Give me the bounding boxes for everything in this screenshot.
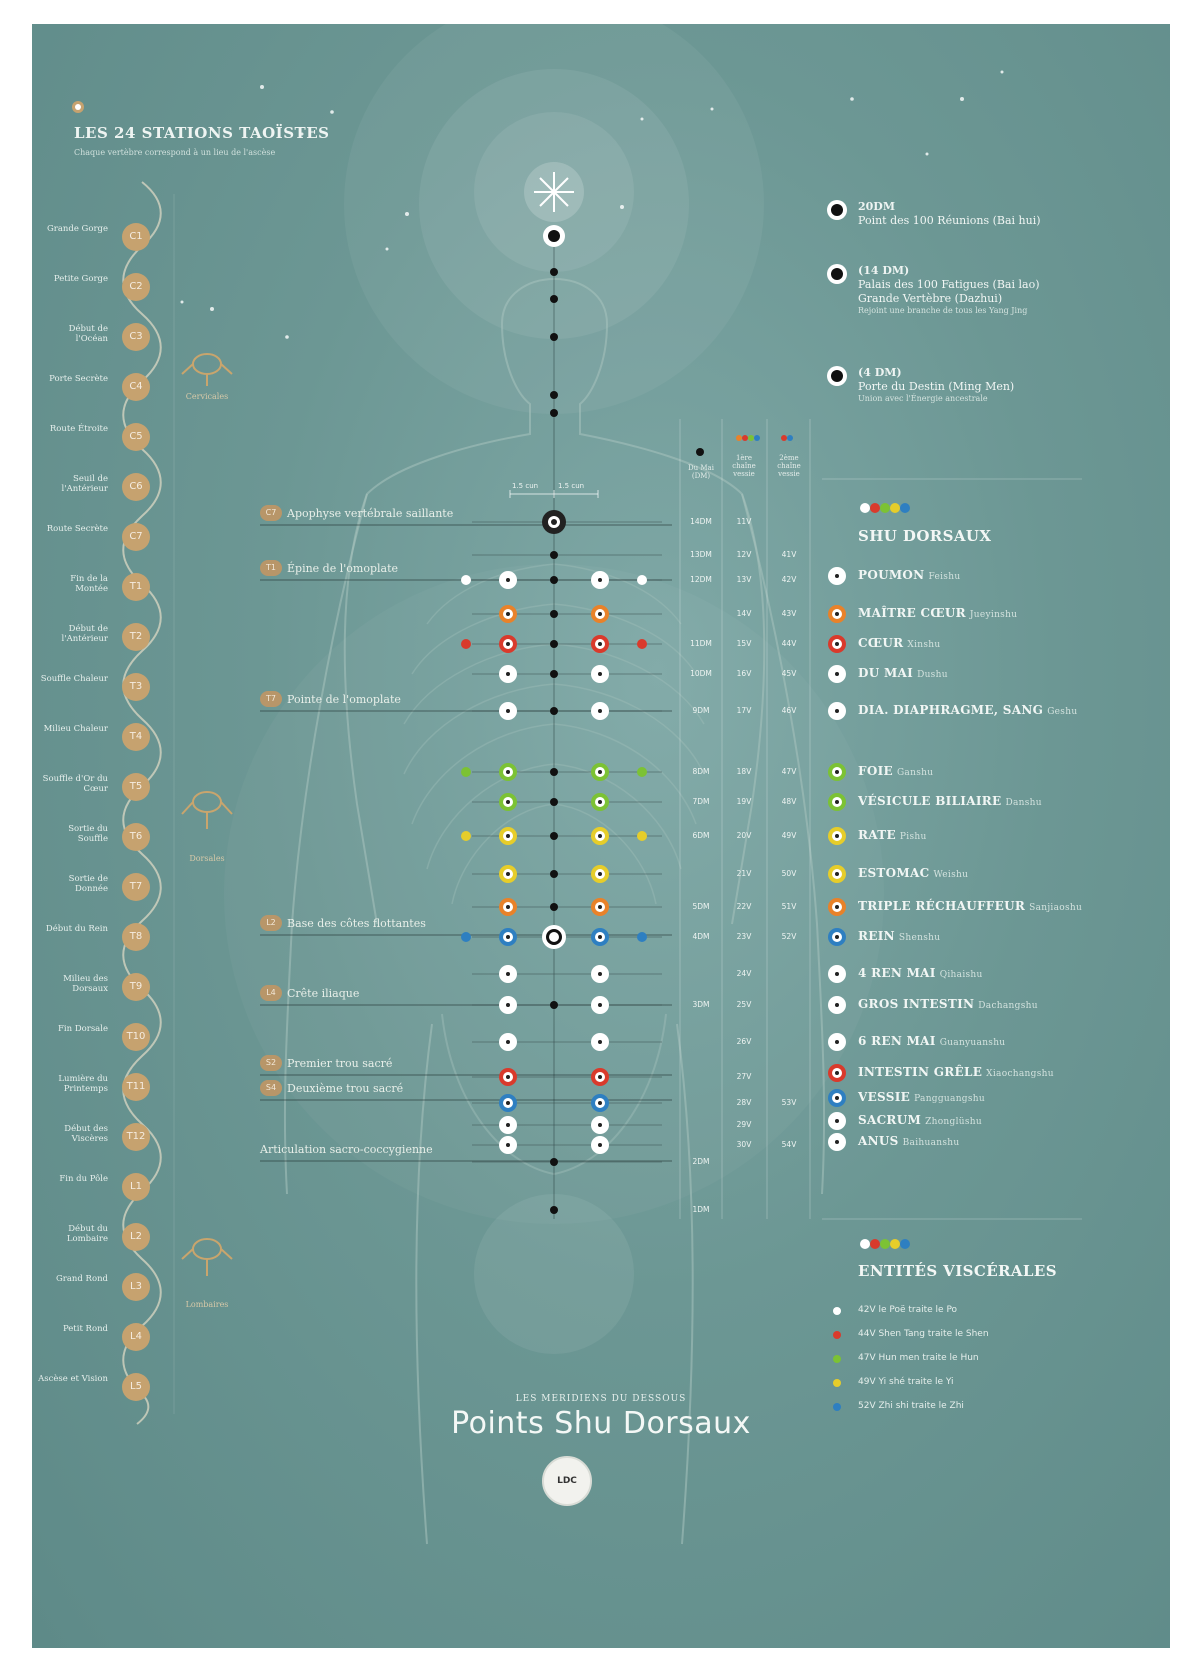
column-header-icons — [696, 435, 793, 456]
du-mai-point — [550, 610, 558, 618]
du-mai-point — [550, 870, 558, 878]
governor-desc: Point des 100 Réunions (Bai hui) — [858, 214, 1041, 227]
station-label: Grand Rond — [56, 1274, 108, 1284]
shu-item — [858, 866, 968, 880]
entity-marker — [833, 1379, 841, 1387]
table-cell-chain2: 49V — [781, 831, 797, 840]
du-mai-point — [550, 640, 558, 648]
station-badge: C1 — [122, 223, 150, 251]
station-label: Souffle Chaleur — [40, 674, 108, 684]
shu-title: SHU DORSAUX — [858, 527, 992, 545]
shu-point-outer — [637, 767, 647, 777]
station-label: Route Étroite — [49, 424, 108, 434]
poster — [32, 24, 1170, 1648]
table-cell-chain1: 28V — [736, 1098, 752, 1107]
station-badge: C7 — [122, 523, 150, 551]
station-label: Milieu des Dorsaux — [63, 974, 108, 994]
shu-point-outer — [461, 932, 471, 942]
shu-name: MAÎTRE CŒUR — [858, 606, 966, 620]
table-cell-chain1: 29V — [736, 1120, 752, 1129]
entity-label: 52V Zhi shi traite le Zhi — [858, 1401, 964, 1411]
table-cell-dm: 14DM — [690, 517, 712, 526]
station-label: Début du Rein — [45, 924, 108, 934]
shu-name: ESTOMAC — [858, 866, 930, 880]
table-cell-chain1: 16V — [736, 669, 752, 678]
table-cell-chain1: 25V — [736, 1000, 752, 1009]
shu-item — [858, 966, 983, 980]
station-badge: C6 — [122, 473, 150, 501]
shu-pinyin: Geshu — [1047, 707, 1078, 717]
station-badge: C4 — [122, 373, 150, 401]
station-label: Petit Rond — [62, 1324, 108, 1334]
station-badge: C5 — [122, 423, 150, 451]
table-cell-chain2: 44V — [781, 639, 797, 648]
table-cell-chain2: 48V — [781, 797, 797, 806]
lumbar-vertebra-icon — [182, 1239, 232, 1276]
table-cell-chain1: 21V — [736, 869, 752, 878]
shu-name: FOIE — [858, 764, 893, 778]
governor-note: Union avec l'Énergie ancestrale — [858, 394, 988, 403]
station-badge: T3 — [122, 673, 150, 701]
station-badge: T8 — [122, 923, 150, 951]
shu-name: REIN — [858, 929, 895, 943]
table-cell-chain2: 43V — [781, 609, 797, 618]
shu-pinyin: Zhonglüshu — [925, 1117, 982, 1127]
governor-name: (14 DM) — [858, 264, 910, 277]
shu-name: POUMON — [858, 568, 925, 582]
shu-name: DIA. DIAPHRAGME, SANG — [858, 703, 1044, 717]
shu-item — [858, 606, 1017, 620]
station-label: Route Secrète — [46, 524, 108, 534]
dorsal-vertebra-icon — [182, 792, 232, 829]
table-cell-dm: 13DM — [690, 550, 712, 559]
governor-name: 20DM — [858, 200, 896, 213]
station-badge: T12 — [122, 1123, 150, 1151]
table-cell-chain2: 52V — [781, 932, 797, 941]
entity-label: 44V Shen Tang traite le Shen — [858, 1329, 989, 1339]
station-label: Seuil de l'Antérieur — [61, 474, 108, 494]
table-cell-chain1: 24V — [736, 969, 752, 978]
table-cell-chain1: 23V — [736, 932, 752, 941]
stations-title: LES 24 STATIONS TAOÏSTES — [74, 124, 330, 142]
du-mai-point — [550, 1001, 558, 1009]
table-cell-chain1: 15V — [736, 639, 752, 648]
governor-name: (4 DM) — [858, 366, 902, 379]
du-mai-point — [550, 707, 558, 715]
station-label: Début de l'Antérieur — [61, 624, 108, 644]
shu-pinyin: Baihuanshu — [902, 1138, 960, 1148]
footer-kicker: LES MERIDIENS DU DESSOUS — [515, 1394, 687, 1404]
shu-pinyin: Guanyuanshu — [939, 1038, 1006, 1048]
station-label: Grande Gorge — [46, 224, 108, 234]
station-label: Lumière du Printemps — [58, 1074, 108, 1094]
governor-note: Rejoint une branche de tous les Yang Jing — [858, 306, 1028, 315]
table-cell-dm: 5DM — [692, 902, 710, 911]
shu-pinyin: Dachangshu — [978, 1001, 1038, 1011]
station-label: Début de l'Océan — [68, 324, 108, 344]
landmark-label: Deuxième trou sacré — [287, 1082, 404, 1095]
landmark-number: T7 — [260, 691, 282, 707]
shu-item — [858, 929, 940, 943]
shu-point-outer — [461, 831, 471, 841]
station-badge: T1 — [122, 573, 150, 601]
shu-item — [858, 1090, 985, 1104]
title-marker-icon — [72, 101, 84, 113]
table-cell-dm: 6DM — [692, 831, 710, 840]
station-label: Ascèse et Vision — [38, 1374, 108, 1384]
shu-pinyin: Ganshu — [896, 768, 934, 778]
shu-item — [858, 764, 933, 778]
shu-point-outer — [637, 639, 647, 649]
shu-pinyin: Sanjiaoshu — [1029, 903, 1083, 913]
column-header-dm: Du Mai (DM) — [688, 464, 714, 480]
station-label: Souffle d'Or du Cœur — [42, 774, 108, 794]
governor-desc: Porte du Destin (Ming Men) — [858, 380, 1015, 393]
shu-item — [858, 1034, 1005, 1048]
entities-colors-icon — [860, 1239, 910, 1249]
landmark-number: S2 — [260, 1055, 282, 1071]
table-cell-chain1: 13V — [736, 575, 752, 584]
table-cell-chain1: 30V — [736, 1140, 752, 1149]
table-cell-chain2: 51V — [781, 902, 797, 911]
governor-desc: Palais des 100 Fatigues (Bai lao) — [858, 278, 1040, 291]
shu-point-outer — [461, 639, 471, 649]
shu-item — [858, 1065, 1054, 1079]
entity-marker — [833, 1355, 841, 1363]
shu-name: 6 REN MAI — [858, 1034, 936, 1048]
station-label: Début des Viscères — [64, 1124, 108, 1144]
du-mai-point — [550, 798, 558, 806]
table-cell-chain2: 42V — [781, 575, 797, 584]
shu-name: DU MAI — [858, 666, 914, 680]
station-badge: L4 — [122, 1323, 150, 1351]
du-mai-point — [550, 576, 558, 584]
station-badge: T7 — [122, 873, 150, 901]
table-cell-dm: 11DM — [690, 639, 712, 648]
table-cell-chain1: 17V — [736, 706, 752, 715]
table-cell-dm: 2DM — [692, 1157, 710, 1166]
landmark-number: C7 — [260, 505, 282, 521]
du-mai-14-point — [551, 519, 557, 525]
shu-item — [858, 568, 960, 582]
du-mai-point — [550, 1158, 558, 1166]
shu-item — [858, 794, 1042, 808]
station-label: Début du Lombaire — [66, 1224, 108, 1244]
shu-item — [858, 636, 940, 650]
table-cell-chain2: 47V — [781, 767, 797, 776]
table-cell-chain1: 14V — [736, 609, 752, 618]
shu-name: INTESTIN GRÊLE — [858, 1065, 983, 1079]
du-mai-4-point — [549, 932, 559, 942]
landmark-label: Pointe de l'omoplate — [287, 693, 401, 706]
table-cell-chain2: 41V — [781, 550, 797, 559]
shu-name: RATE — [858, 828, 896, 842]
table-cell-chain2: 45V — [781, 669, 797, 678]
shu-pinyin: Xiaochangshu — [986, 1069, 1054, 1079]
table-cell-chain1: 20V — [736, 831, 752, 840]
shu-point-outer — [637, 932, 647, 942]
shu-point-outer — [461, 575, 471, 585]
shu-item — [858, 1113, 982, 1127]
table-cell-chain1: 26V — [736, 1037, 752, 1046]
station-badge: T10 — [122, 1023, 150, 1051]
landmark-label: Base des côtes flottantes — [287, 917, 426, 930]
column-header-chain1: 1ère chaîne vessie — [732, 454, 756, 478]
station-label: Fin du Pôle — [59, 1174, 108, 1184]
distance-right: 1.5 cun — [558, 482, 585, 490]
shu-pinyin: Qihaishu — [939, 970, 983, 980]
landmark-label: Articulation sacro-coccygienne — [260, 1143, 433, 1156]
landmark-label: Apophyse vertébrale saillante — [287, 507, 454, 520]
landmark-number: S4 — [260, 1080, 282, 1096]
shu-item — [858, 899, 1082, 913]
shu-pinyin: Dushu — [917, 670, 948, 680]
publisher-logo: LDC — [542, 1456, 592, 1506]
entity-label: 42V le Poë traite le Po — [858, 1305, 958, 1315]
station-badge: T6 — [122, 823, 150, 851]
shu-pinyin: Danshu — [1005, 798, 1042, 808]
station-badge: L1 — [122, 1173, 150, 1201]
poster-artwork — [32, 24, 1170, 1648]
shu-point-outer — [461, 767, 471, 777]
entity-label: 47V Hun men traite le Hun — [858, 1353, 979, 1363]
table-cell-dm: 9DM — [692, 706, 710, 715]
shu-item — [858, 703, 1077, 717]
entity-label: 49V Yi shé traite le Yi — [858, 1377, 954, 1387]
shu-item — [858, 1134, 959, 1148]
shu-name: VÉSICULE BILIAIRE — [858, 794, 1002, 808]
shu-name: TRIPLE RÉCHAUFFEUR — [858, 899, 1026, 913]
station-badge: T5 — [122, 773, 150, 801]
landmark-label: Premier trou sacré — [287, 1057, 393, 1070]
du-mai-point — [550, 670, 558, 678]
shu-colors-icon — [860, 503, 910, 513]
station-badge: C2 — [122, 273, 150, 301]
station-badge: T9 — [122, 973, 150, 1001]
station-label: Sortie de Donnée — [68, 874, 108, 894]
shu-item — [858, 828, 927, 842]
table-cell-chain1: 19V — [736, 797, 752, 806]
shu-pinyin: Feishu — [928, 572, 961, 582]
station-badge: L5 — [122, 1373, 150, 1401]
table-cell-chain1: 12V — [736, 550, 752, 559]
shu-point-outer — [637, 831, 647, 841]
column-header-chain2: 2ème chaîne vessie — [777, 454, 801, 478]
table-cell-chain2: 46V — [781, 706, 797, 715]
shu-name: CŒUR — [858, 636, 904, 650]
station-badge: T2 — [122, 623, 150, 651]
shu-point-outer — [637, 575, 647, 585]
shu-pinyin: Xinshu — [907, 640, 941, 650]
table-cell-chain1: 22V — [736, 902, 752, 911]
shu-name: 4 REN MAI — [858, 966, 936, 980]
shu-pinyin: Jueyinshu — [969, 610, 1018, 620]
shu-name: ANUS — [858, 1134, 899, 1148]
shu-pinyin: Pishu — [899, 832, 927, 842]
table-cell-dm: 8DM — [692, 767, 710, 776]
shu-pinyin: Pangguangshu — [914, 1094, 985, 1104]
station-label: Milieu Chaleur — [43, 724, 108, 734]
table-cell-chain1: 27V — [736, 1072, 752, 1081]
landmark-number: T1 — [260, 560, 282, 576]
entity-marker — [833, 1331, 841, 1339]
table-cell-chain2: 50V — [781, 869, 797, 878]
shu-name: GROS INTESTIN — [858, 997, 975, 1011]
segment-dorsal: Dorsales — [189, 854, 225, 863]
station-label: Fin Dorsale — [58, 1024, 108, 1034]
du-mai-point — [550, 551, 558, 559]
station-label: Porte Secrète — [49, 374, 108, 384]
entity-marker — [833, 1307, 841, 1315]
shu-name: SACRUM — [858, 1113, 922, 1127]
stations-subtitle: Chaque vertèbre correspond à un lieu de l'ascèse — [74, 148, 276, 157]
table-cell-dm: 4DM — [692, 932, 710, 941]
table-cell-chain2: 53V — [781, 1098, 797, 1107]
point-row — [472, 551, 662, 559]
shu-pinyin: Shenshu — [898, 933, 941, 943]
shu-pinyin: Weishu — [933, 870, 969, 880]
station-label: Petite Gorge — [53, 274, 108, 284]
landmark-number: L2 — [260, 915, 282, 931]
landmark-label: Épine de l'omoplate — [287, 562, 398, 575]
station-label: Fin de la Montée — [70, 574, 108, 594]
poster-title: Points Shu Dorsaux — [451, 1406, 751, 1441]
cervical-vertebra-icon — [182, 354, 232, 386]
station-badge: T11 — [122, 1073, 150, 1101]
station-badge: C3 — [122, 323, 150, 351]
table-cell-chain1: 11V — [736, 517, 752, 526]
shu-name: VESSIE — [858, 1090, 911, 1104]
table-cell-dm: 1DM — [692, 1205, 710, 1214]
table-cell-dm: 10DM — [690, 669, 712, 678]
du-mai-point — [550, 903, 558, 911]
station-badge: T4 — [122, 723, 150, 751]
landmark-label: Crête iliaque — [287, 987, 360, 1000]
entities-title: ENTITÉS VISCÉRALES — [858, 1262, 1057, 1280]
segment-cervical: Cervicales — [185, 392, 229, 401]
table-cell-chain2: 54V — [781, 1140, 797, 1149]
table-cell-chain1: 18V — [736, 767, 752, 776]
table-cell-dm: 12DM — [690, 575, 712, 584]
governor-desc2: Grande Vertèbre (Dazhui) — [858, 292, 1003, 305]
point-row — [472, 510, 662, 534]
landmark-number: L4 — [260, 985, 282, 1001]
station-label: Sortie du Souffle — [68, 824, 108, 844]
station-badge: L3 — [122, 1273, 150, 1301]
shu-item — [858, 997, 1038, 1011]
distance-bar — [510, 490, 598, 498]
du-mai-point — [550, 832, 558, 840]
table-cell-dm: 3DM — [692, 1000, 710, 1009]
crown-star-icon — [534, 172, 574, 212]
station-badge: L2 — [122, 1223, 150, 1251]
du-mai-point — [550, 768, 558, 776]
table-cell-dm: 7DM — [692, 797, 710, 806]
segment-lumbar: Lombaires — [185, 1300, 229, 1309]
distance-left: 1.5 cun — [512, 482, 539, 490]
shu-item — [858, 666, 948, 680]
